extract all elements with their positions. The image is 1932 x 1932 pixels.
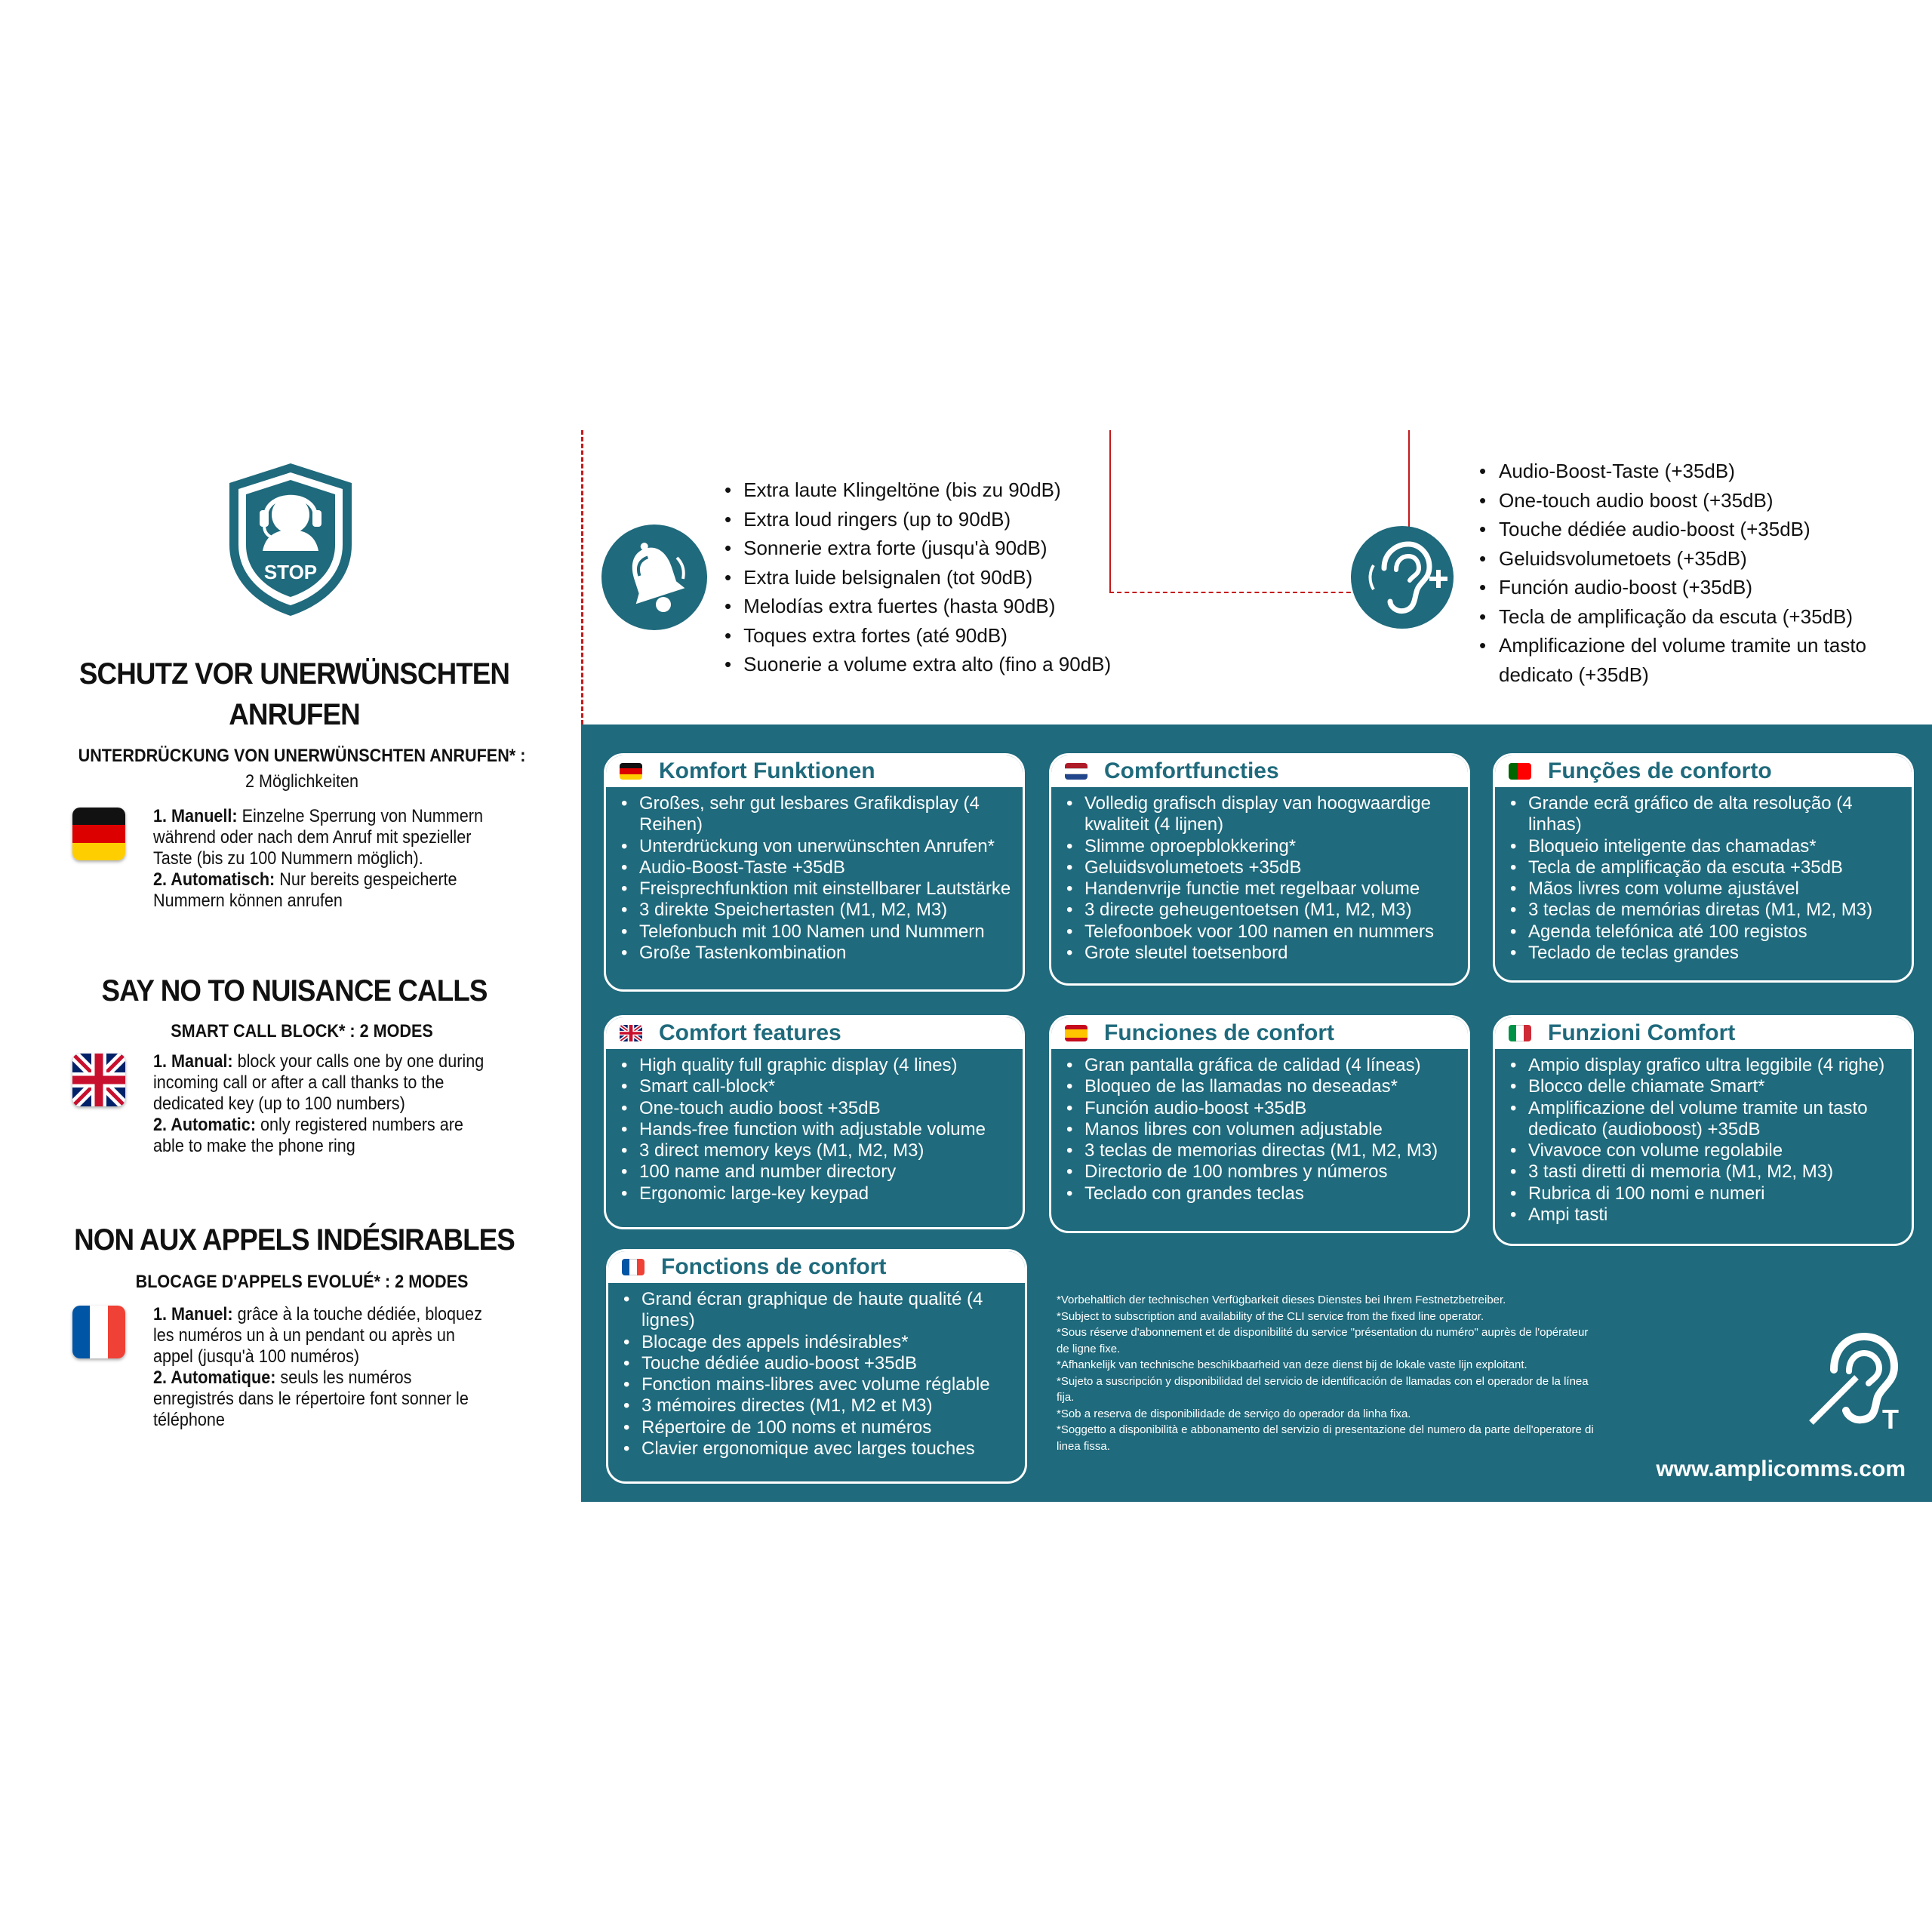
list-item: • Volledig grafisch display van hoogwaardige kwaliteit (4 lijnen): [1066, 793, 1459, 836]
list-item: • Tecla de amplificação da escuta +35dB: [1510, 857, 1903, 878]
box-title: Funciones de confort: [1104, 1020, 1335, 1045]
footnote: *Subject to subscription and availability of the CLI service from the fixed line operator.: [1057, 1309, 1484, 1323]
section-de-title: SCHUTZ VOR UNERWÜNSCHTEN ANRUFEN: [78, 657, 510, 731]
box-pt: [1493, 753, 1914, 983]
france-flag-icon: [72, 1306, 125, 1358]
list-item: • Directorio de 100 nombres y números: [1066, 1161, 1459, 1183]
list-item: • Función audio-boost (+35dB): [1479, 573, 1902, 602]
france-flag-icon: [622, 1259, 645, 1275]
list-item: • Clavier ergonomique avec larges touches: [623, 1438, 1016, 1460]
list-item: • Extra laute Klingeltöne (bis zu 90dB): [724, 475, 1111, 505]
list-item: • Extra loud ringers (up to 90dB): [724, 505, 1111, 534]
list-item: • High quality full graphic display (4 lines): [621, 1055, 1014, 1076]
list-item: • Touche dédiée audio-boost +35dB: [623, 1353, 1016, 1374]
germany-flag-icon: [72, 808, 125, 860]
red-dashed-divider: [581, 430, 583, 724]
list-item: • Telefonbuch mit 100 Namen und Nummern: [621, 921, 1014, 943]
audio-boost-list: [1479, 457, 1902, 689]
list-item: • Freisprechfunktion mit einstellbarer Lautstärke: [621, 878, 1014, 900]
italy-flag-icon: [1509, 1025, 1531, 1041]
footnote: *Sob a reserva de disponibilidade de serviço do operador da linha fixa.: [1057, 1407, 1411, 1420]
list-item: • Telefoonboek voor 100 namen en nummers: [1066, 921, 1459, 943]
box-title: Funzioni Comfort: [1548, 1020, 1736, 1045]
list-item: • One-touch audio boost (+35dB): [1479, 486, 1902, 515]
list-item: • Grande ecrã gráfico de alta resolução (4 linhas): [1510, 793, 1903, 836]
feature-list: [606, 1055, 1023, 1204]
list-item: • Ergonomic large-key keypad: [621, 1183, 1014, 1204]
box-es: [1049, 1015, 1470, 1233]
list-item: • Blocco delle chiamate Smart*: [1510, 1076, 1903, 1097]
list-item: • Geluidsvolumetoets +35dB: [1066, 857, 1459, 878]
footnote: *Soggetto a disponibilità e abbonamento del servizio di presentazione del numero da parte dell'operatore di linea fissa.: [1057, 1423, 1594, 1453]
ringer-list: [724, 475, 1111, 679]
list-item: • 3 teclas de memórias diretas (M1, M2, M3): [1510, 900, 1903, 921]
section-en-subtitle: SMART CALL BLOCK* : 2 MODES: [171, 1021, 433, 1041]
list-item: • Ampi tasti: [1510, 1204, 1903, 1226]
list-item: • Manos libres con volumen adjustable: [1066, 1119, 1459, 1140]
stop-shield-icon: [226, 460, 355, 619]
hearing-loop-icon: [1804, 1324, 1902, 1430]
box-it: [1493, 1015, 1914, 1246]
box-title: Comfort features: [659, 1020, 841, 1045]
list-item: • Grand écran graphique de haute qualité (4 lignes): [623, 1289, 1016, 1332]
section-fr-subtitle: BLOCAGE D'APPELS EVOLUÉ* : 2 MODES: [135, 1272, 469, 1292]
footnote: *Sous réserve d'abonnement et de disponibilité du service "présentation du numéro" auprès de l'opérateur de ligne fixe.: [1057, 1326, 1589, 1355]
list-item: • Audio-Boost-Taste (+35dB): [1479, 457, 1902, 486]
list-item: • One-touch audio boost +35dB: [621, 1098, 1014, 1119]
list-item: • Grote sleutel toetsenbord: [1066, 943, 1459, 964]
red-guide-dashed: [1109, 592, 1358, 593]
bell-icon-circle: [601, 525, 707, 630]
netherlands-flag-icon: [1065, 763, 1088, 780]
list-item: • Unterdrückung von unerwünschten Anrufen*: [621, 836, 1014, 857]
list-item: • Melodías extra fuertes (hasta 90dB): [724, 592, 1111, 621]
feature-list: [1051, 793, 1468, 964]
feature-list: [608, 1289, 1025, 1460]
list-item: • Mãos livres com volume ajustável: [1510, 878, 1903, 900]
feature-list: [1495, 793, 1912, 964]
feature-list: [606, 793, 1023, 964]
list-item: • Bloqueio inteligente das chamadas*: [1510, 836, 1903, 857]
footnote: *Vorbehaltlich der technischen Verfügbarkeit dieses Dienstes bei Ihrem Festnetzbetreiber.: [1057, 1294, 1506, 1306]
list-item: • Suonerie a volume extra alto (fino a 90dB): [724, 650, 1111, 679]
footnote: *Afhankelijk van technische beschikbaarheid van deze dienst bij de lokale vaste lijn exploitant.: [1057, 1358, 1527, 1371]
list-item: • Handenvrije functie met regelbaar volume: [1066, 878, 1459, 900]
list-item: • Teclado de teclas grandes: [1510, 943, 1903, 964]
list-item: • Audio-Boost-Taste +35dB: [621, 857, 1014, 878]
section-en-modes: 1. Manual: block your calls one by one during incoming call or after a call thanks to the dedicated key (up to 100 numbers) 2. Automatic: only registered numbers are able to make the phone ring: [153, 1051, 485, 1156]
footnotes: [1057, 1292, 1600, 1454]
list-item: • Große Tastenkombination: [621, 943, 1014, 964]
list-item: • Toques extra fortes (até 90dB): [724, 621, 1111, 651]
hearing-loop-letter: T: [1882, 1404, 1899, 1430]
list-item: • Répertoire de 100 noms et numéros: [623, 1417, 1016, 1438]
germany-flag-icon: [620, 763, 642, 780]
list-item: • Ampio display grafico ultra leggibile (4 righe): [1510, 1055, 1903, 1076]
list-item: • 100 name and number directory: [621, 1161, 1014, 1183]
list-item: • 3 directe geheugentoetsen (M1, M2, M3): [1066, 900, 1459, 921]
box-fr: [606, 1249, 1027, 1484]
list-item: • Fonction mains-libres avec volume réglable: [623, 1374, 1016, 1395]
list-item: • Blocage des appels indésirables*: [623, 1332, 1016, 1353]
list-item: • Hands-free function with adjustable volume: [621, 1119, 1014, 1140]
list-item: • Teclado con grandes teclas: [1066, 1183, 1459, 1204]
list-item: • Tecla de amplificação da escuta (+35dB): [1479, 602, 1902, 632]
feature-list: [1495, 1055, 1912, 1226]
list-item: • Amplificazione del volume tramite un tasto dedicato (+35dB): [1479, 631, 1902, 689]
list-item: • Geluidsvolumetoets (+35dB): [1479, 544, 1902, 574]
ear-plus-icon: [1351, 526, 1454, 629]
list-item: • Slimme oproepblokkering*: [1066, 836, 1459, 857]
bell-icon: [601, 525, 707, 630]
list-item: • 3 mémoires directes (M1, M2 et M3): [623, 1395, 1016, 1417]
list-item: • Smart call-block*: [621, 1076, 1014, 1097]
spain-flag-icon: [1065, 1025, 1088, 1041]
list-item: • 3 tasti diretti di memoria (M1, M2, M3): [1510, 1161, 1903, 1183]
box-title: Comfortfuncties: [1104, 758, 1279, 783]
box-title: Fonctions de confort: [661, 1254, 887, 1279]
shield-label: STOP: [263, 561, 318, 583]
section-de-modes: 1. Manuell: Einzelne Sperrung von Nummern während oder nach dem Anruf mit spezieller Taste (bis zu 100 Nummern möglich). 2. Automatisch: Nur bereits gespeicherte Nummern können anrufen: [153, 806, 483, 911]
list-item: • Función audio-boost +35dB: [1066, 1098, 1459, 1119]
box-title: Komfort Funktionen: [659, 758, 875, 783]
box-en: [604, 1015, 1025, 1229]
list-item: • Amplificazione del volume tramite un tasto dedicato (audioboost) +35dB: [1510, 1098, 1903, 1141]
list-item: • Touche dédiée audio-boost (+35dB): [1479, 515, 1902, 544]
box-title: Funções de conforto: [1548, 758, 1772, 783]
list-item: • Extra luide belsignalen (tot 90dB): [724, 563, 1111, 592]
section-en-title: SAY NO TO NUISANCE CALLS: [101, 974, 488, 1008]
section-fr-modes: 1. Manuel: grâce à la touche dédiée, bloquez les numéros un à un pendant ou après un appel (jusqu'à 100 numéros) 2. Automatique: seuls les numéros enregistrés dans le répertoire font sonner le téléphone: [153, 1304, 482, 1430]
section-fr-title: NON AUX APPELS INDÉSIRABLES: [74, 1223, 515, 1257]
feature-list: [1051, 1055, 1468, 1204]
list-item: • Rubrica di 100 nomi e numeri: [1510, 1183, 1903, 1204]
list-item: • 3 teclas de memorias directas (M1, M2, M3): [1066, 1140, 1459, 1161]
list-item: • Gran pantalla gráfica de calidad (4 líneas): [1066, 1055, 1459, 1076]
uk-flag-icon: [72, 1054, 125, 1106]
uk-flag-icon: [620, 1025, 642, 1041]
footnote: *Sujeto a suscripción y disponibilidad del servicio de identificación de llamadas con el operador de la línea fija.: [1057, 1374, 1589, 1404]
section-de-subtitle: UNTERDRÜCKUNG VON UNERWÜNSCHTEN ANRUFEN* : 2 Möglichkeiten: [78, 746, 526, 792]
website-url[interactable]: www.amplicomms.com: [1656, 1457, 1906, 1481]
list-item: • Agenda telefónica até 100 registos: [1510, 921, 1903, 943]
box-nl: [1049, 753, 1470, 986]
ear-boost-circle: [1351, 526, 1454, 629]
list-item: • Bloqueo de las llamadas no deseadas*: [1066, 1076, 1459, 1097]
list-item: • 3 direct memory keys (M1, M2, M3): [621, 1140, 1014, 1161]
list-item: • Sonnerie extra forte (jusqu'à 90dB): [724, 534, 1111, 563]
portugal-flag-icon: [1509, 763, 1531, 780]
list-item: • 3 direkte Speichertasten (M1, M2, M3): [621, 900, 1014, 921]
box-de: [604, 753, 1025, 992]
list-item: • Großes, sehr gut lesbares Grafikdisplay (4 Reihen): [621, 793, 1014, 836]
list-item: • Vivavoce con volume regolabile: [1510, 1140, 1903, 1161]
